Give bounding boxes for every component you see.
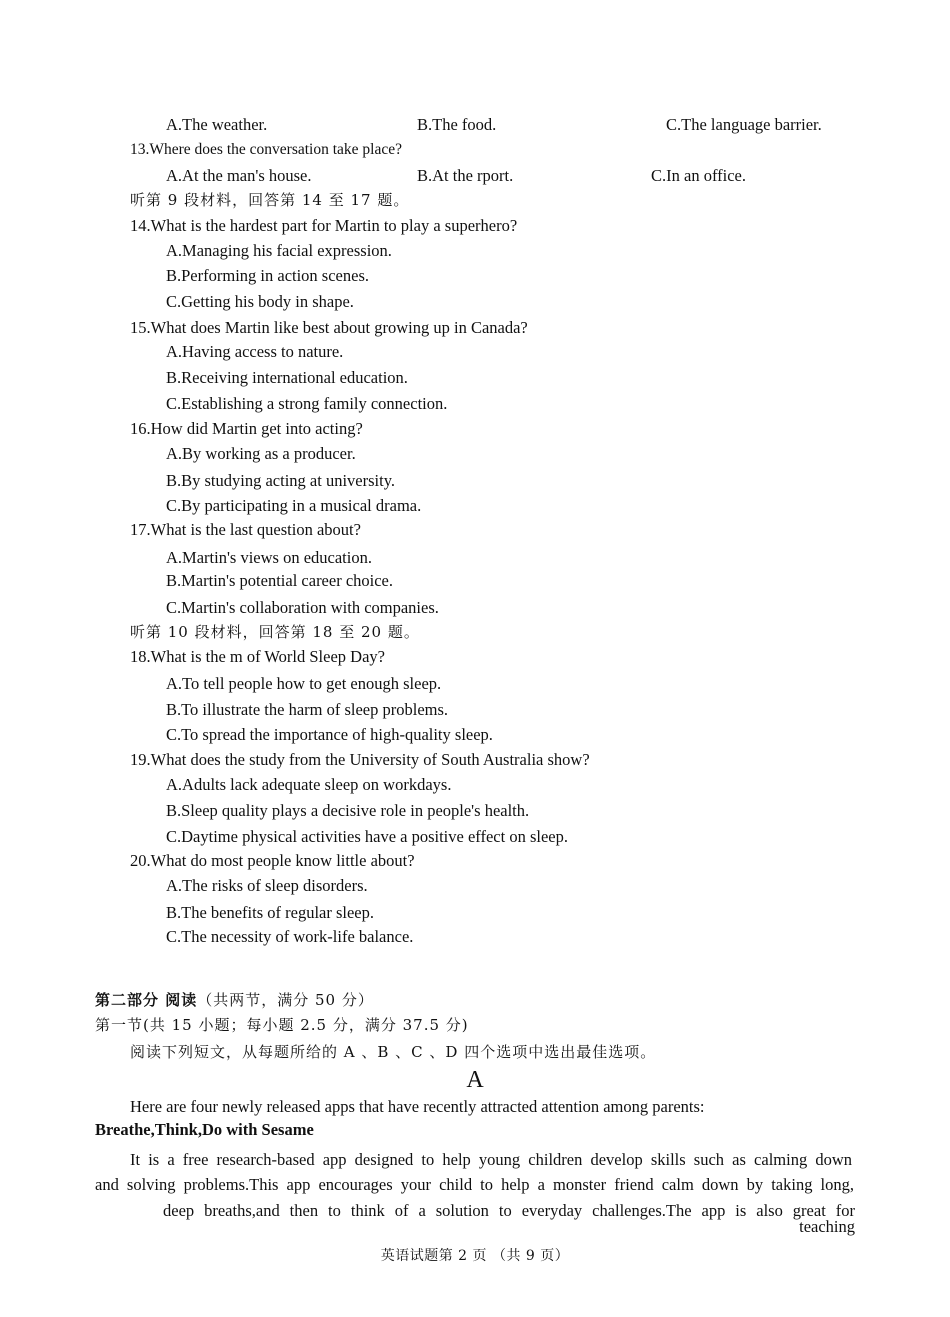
q20-option-c: C.The necessity of work-life balance. [166,927,414,946]
page-footer: 英语试题第 2 页 （共 9 页） [380,1248,570,1264]
q14-option-b: B.Performing in action scenes. [166,266,369,285]
q14-question: 14.What is the hardest part for Martin to play a superhero? [130,216,518,235]
app-title: Breathe,Think,Do with Sesame [95,1120,314,1139]
q19-option-c: C.Daytime physical activities have a positive effect on sleep. [166,827,568,846]
q18-option-a: A.To tell people how to get enough sleep. [166,674,442,693]
section10-intro: 听第 10 段材料，回答第 18 至 20 题。 [130,623,420,641]
part2-instruction: 阅读下列短文，从每题所给的 A 、B 、C 、D 四个选项中选出最佳选项。 [130,1043,657,1061]
q16-question: 16.How did Martin get into acting? [130,419,363,438]
q13-option-c: C.In an office. [651,166,746,185]
passage-letter: A [466,1067,484,1093]
q12-option-a: A.The weather. [166,115,268,134]
part2-title: 第二部分 阅读 [95,991,198,1009]
q15-option-b: B.Receiving international education. [166,368,408,387]
q16-option-a: A.By working as a producer. [166,444,356,463]
part2-heading [95,990,374,1010]
q13-option-b: B.At the rport. [417,166,514,185]
passage-line-1: It is a free research-based app designed to help young children develop skills such as calming down [130,1150,852,1169]
q13-question: 13.Where does the conversation take place? [130,141,402,158]
q20-option-b: B.The benefits of regular sleep. [166,903,375,922]
q17-option-c: C.Martin's collaboration with companies. [166,598,439,617]
q19-question: 19.What does the study from the University of South Australia show? [130,750,590,769]
q20-option-a: A.The risks of sleep disorders. [166,876,368,895]
passage-line-3: deep breaths,and then to think of a solution to everyday challenges.The app is also great for [163,1201,855,1220]
part2-section1: 第一节(共 15 小题；每小题 2.5 分，满分 37.5 分) [95,1016,469,1034]
q13-option-a: A.At the man's house. [166,166,312,185]
q19-option-a: A.Adults lack adequate sleep on workdays. [166,775,452,794]
q17-option-a: A.Martin's views on education. [166,548,372,567]
q17-question: 17.What is the last question about? [130,520,361,539]
q16-option-b: B.By studying acting at university. [166,471,395,490]
q15-question: 15.What does Martin like best about growing up in Canada? [130,318,528,337]
q19-option-b: B.Sleep quality plays a decisive role in people's health. [166,801,530,820]
q18-option-b: B.To illustrate the harm of sleep problems. [166,700,449,719]
passage-line-2: and solving problems.This app encourages your child to help a monster friend calm down by taking long, [95,1175,854,1194]
q14-option-c: C.Getting his body in shape. [166,292,354,311]
q17-option-b: B.Martin's potential career choice. [166,571,394,590]
q12-option-c: C.The language barrier. [666,115,822,134]
q15-option-a: A.Having access to nature. [166,342,344,361]
q12-option-b: B.The food. [417,115,497,134]
passage-intro: Here are four newly released apps that have recently attracted attention among parents: [130,1097,705,1116]
q14-option-a: A.Managing his facial expression. [166,241,392,260]
q20-question: 20.What do most people know little about? [130,851,415,870]
passage-line-4: teaching [799,1217,855,1236]
q15-option-c: C.Establishing a strong family connection. [166,394,448,413]
q16-option-c: C.By participating in a musical drama. [166,496,422,515]
section9-intro: 听第 9 段材料，回答第 14 至 17 题。 [130,191,410,209]
part2-title-note: （共两节，满分 50 分） [197,991,374,1009]
q18-option-c: C.To spread the importance of high-quality sleep. [166,725,493,744]
q18-question: 18.What is the m of World Sleep Day? [130,647,385,666]
